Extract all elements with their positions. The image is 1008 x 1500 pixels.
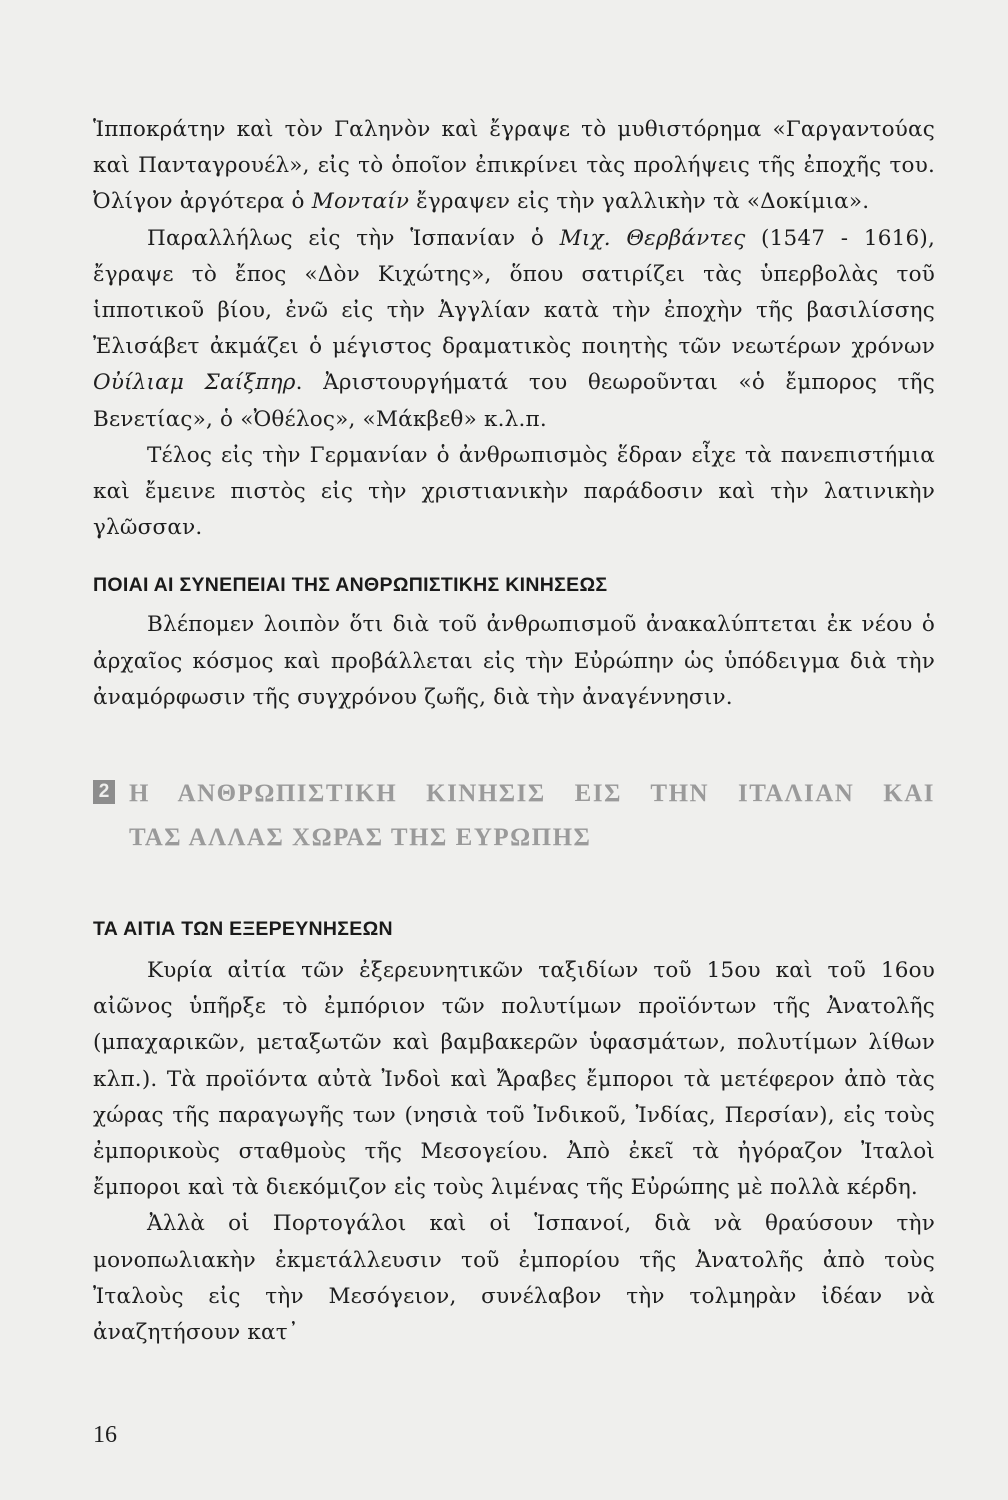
name-shakespeare: Οὐίλιαμ Σαίξπηρ — [93, 370, 296, 396]
chapter-title-line-2: ΤΑΣ ΑΛΛΑΣ ΧΩΡΑΣ ΤΗΣ ΕΥΡΩΠΗΣ — [129, 824, 592, 852]
name-montaigne: Μονταίν — [311, 189, 410, 215]
paragraph-humanism-germany: Τέλος εἰς τὴν Γερμανίαν ὁ ἀνθρωπισμὸς ἕδραν εἶχε τὰ πανεπιστήμια καὶ ἔμεινε πιστὸς εἰς τὴν χριστιανικὴν παράδοσιν καὶ τὴν λατινικὴν γλῶσσαν. — [93, 442, 935, 541]
paragraph-causes: Κυρία αἰτία τῶν ἐξερευνητικῶν ταξιδίων τοῦ 15ου καὶ τοῦ 16ου αἰῶνος ὑπῆρξε τὸ ἐμπόριον τῶν πολυτίμων προϊόντων τῆς Ἀνατολῆς (μπαχαρικῶν, μεταξωτῶν καὶ βαμβακερῶν ὑφασμάτων, πολυτίμων λίθων κλπ.). Τὰ προϊόντα αὐτὰ Ἰνδοὶ καὶ Ἄραβες ἔμποροι τὰ μετέφερον ἀπὸ τὰς χώρας τῆς παραγωγῆς των (νησιὰ τοῦ Ἰνδικοῦ, Ἰνδίας, Περσίαν), εἰς τοὺς ἐμπορικοὺς σταθμοὺς τῆς Μεσογείου. Ἀπὸ ἐκεῖ τὰ ἠγόραζον Ἰταλοὶ ἔμποροι καὶ τὰ διεκόμιζον εἰς τοὺς λιμένας τῆς Εὐρώπης μὲ πολλὰ κέρδη. — [93, 958, 935, 1201]
name-cervantes: Μιχ. Θερβάντες — [559, 225, 746, 251]
section-heading-consequences: ΠΟΙΑΙ ΑΙ ΣΥΝΕΠΕΙΑΙ ΤΗΣ ΑΝΘΡΩΠΙΣΤΙΚΗΣ ΚΙΝΗΣΕΩΣ — [93, 574, 608, 597]
paragraph-humanism-france: Ἱπποκράτην καὶ τὸν Γαληνὸν καὶ ἔγραψε τὸ μυθιστόρημα «Γαργαντούας καὶ Πανταγρουέλ», εἰς τὸ ὁποῖον ἐπικρίνει τὰς προλήψεις τῆς ἐποχῆς του. Ὀλίγον ἀργότερα ὁ Μονταίν ἔγραψεν εἰς τὴν γαλλικὴν τὰ «Δοκίμια». — [93, 117, 935, 215]
chapter-number-badge: 2 — [93, 780, 115, 804]
page-number: 16 — [93, 1422, 117, 1448]
page-body — [93, 112, 935, 1351]
paragraph-humanism-spain-england: Παραλλήλως εἰς τὴν Ἱσπανίαν ὁ Μιχ. Θερβάντες (1547 - 1616), ἔγραψε τὸ ἔπος «Δὸν Κιχώτης», ὅπου σατιρίζει τὰς ὑπερβολὰς τοῦ ἱπποτικοῦ βίου, ἐνῶ εἰς τὴν Ἀγγλίαν κατὰ τὴν ἐποχὴν τῆς βασιλίσσης Ἐλισάβετ ἀκμάζει ὁ μέγιστος δραματικὸς ποιητὴς τῶν νεωτέρων χρόνων Οὐίλιαμ Σαίξπηρ. Ἀριστουργήματά του θεωροῦνται «ὁ ἔμπορος τῆς Βενετίας», ὁ «Ὀθέλος», «Μάκβεθ» κ.λ.π. — [93, 225, 935, 432]
paragraph-consequences: Βλέπομεν λοιπὸν ὅτι διὰ τοῦ ἀνθρωπισμοῦ ἀνακαλύπτεται ἐκ νέου ὁ ἀρχαῖος κόσμος καὶ προβάλλεται εἰς τὴν Εὐρώπην ὡς ὑπόδειγμα διὰ τὴν ἀναμόρφωσιν τῆς συγχρόνου ζωῆς, διὰ τὴν ἀναγέννησιν. — [93, 612, 935, 710]
paragraph-portuguese-spanish: Ἀλλὰ οἱ Πορτογάλοι καὶ οἱ Ἱσπανοί, διὰ νὰ θραύσουν τὴν μονοπωλιακὴν ἐκμετάλλευσιν τοῦ ἐμπορίου τῆς Ἀνατολῆς ἀπὸ τοὺς Ἰταλοὺς εἰς τὴν Μεσόγειον, συνέλαβον τὴν τολμηρὰν ἰδέαν νὰ ἀναζητήσουν κατ᾽ — [93, 1211, 935, 1346]
chapter-title — [93, 772, 935, 860]
chapter-title-line-1: Η ΑΝΘΡΩΠΙΣΤΙΚΗ ΚΙΝΗΣΙΣ ΕΙΣ ΤΗΝ ΙΤΑΛΙΑΝ ΚΑΙ — [129, 780, 935, 808]
section-heading-causes: ΤΑ ΑΙΤΙΑ ΤΩΝ ΕΞΕΡΕΥΝΗΣΕΩΝ — [93, 918, 393, 941]
